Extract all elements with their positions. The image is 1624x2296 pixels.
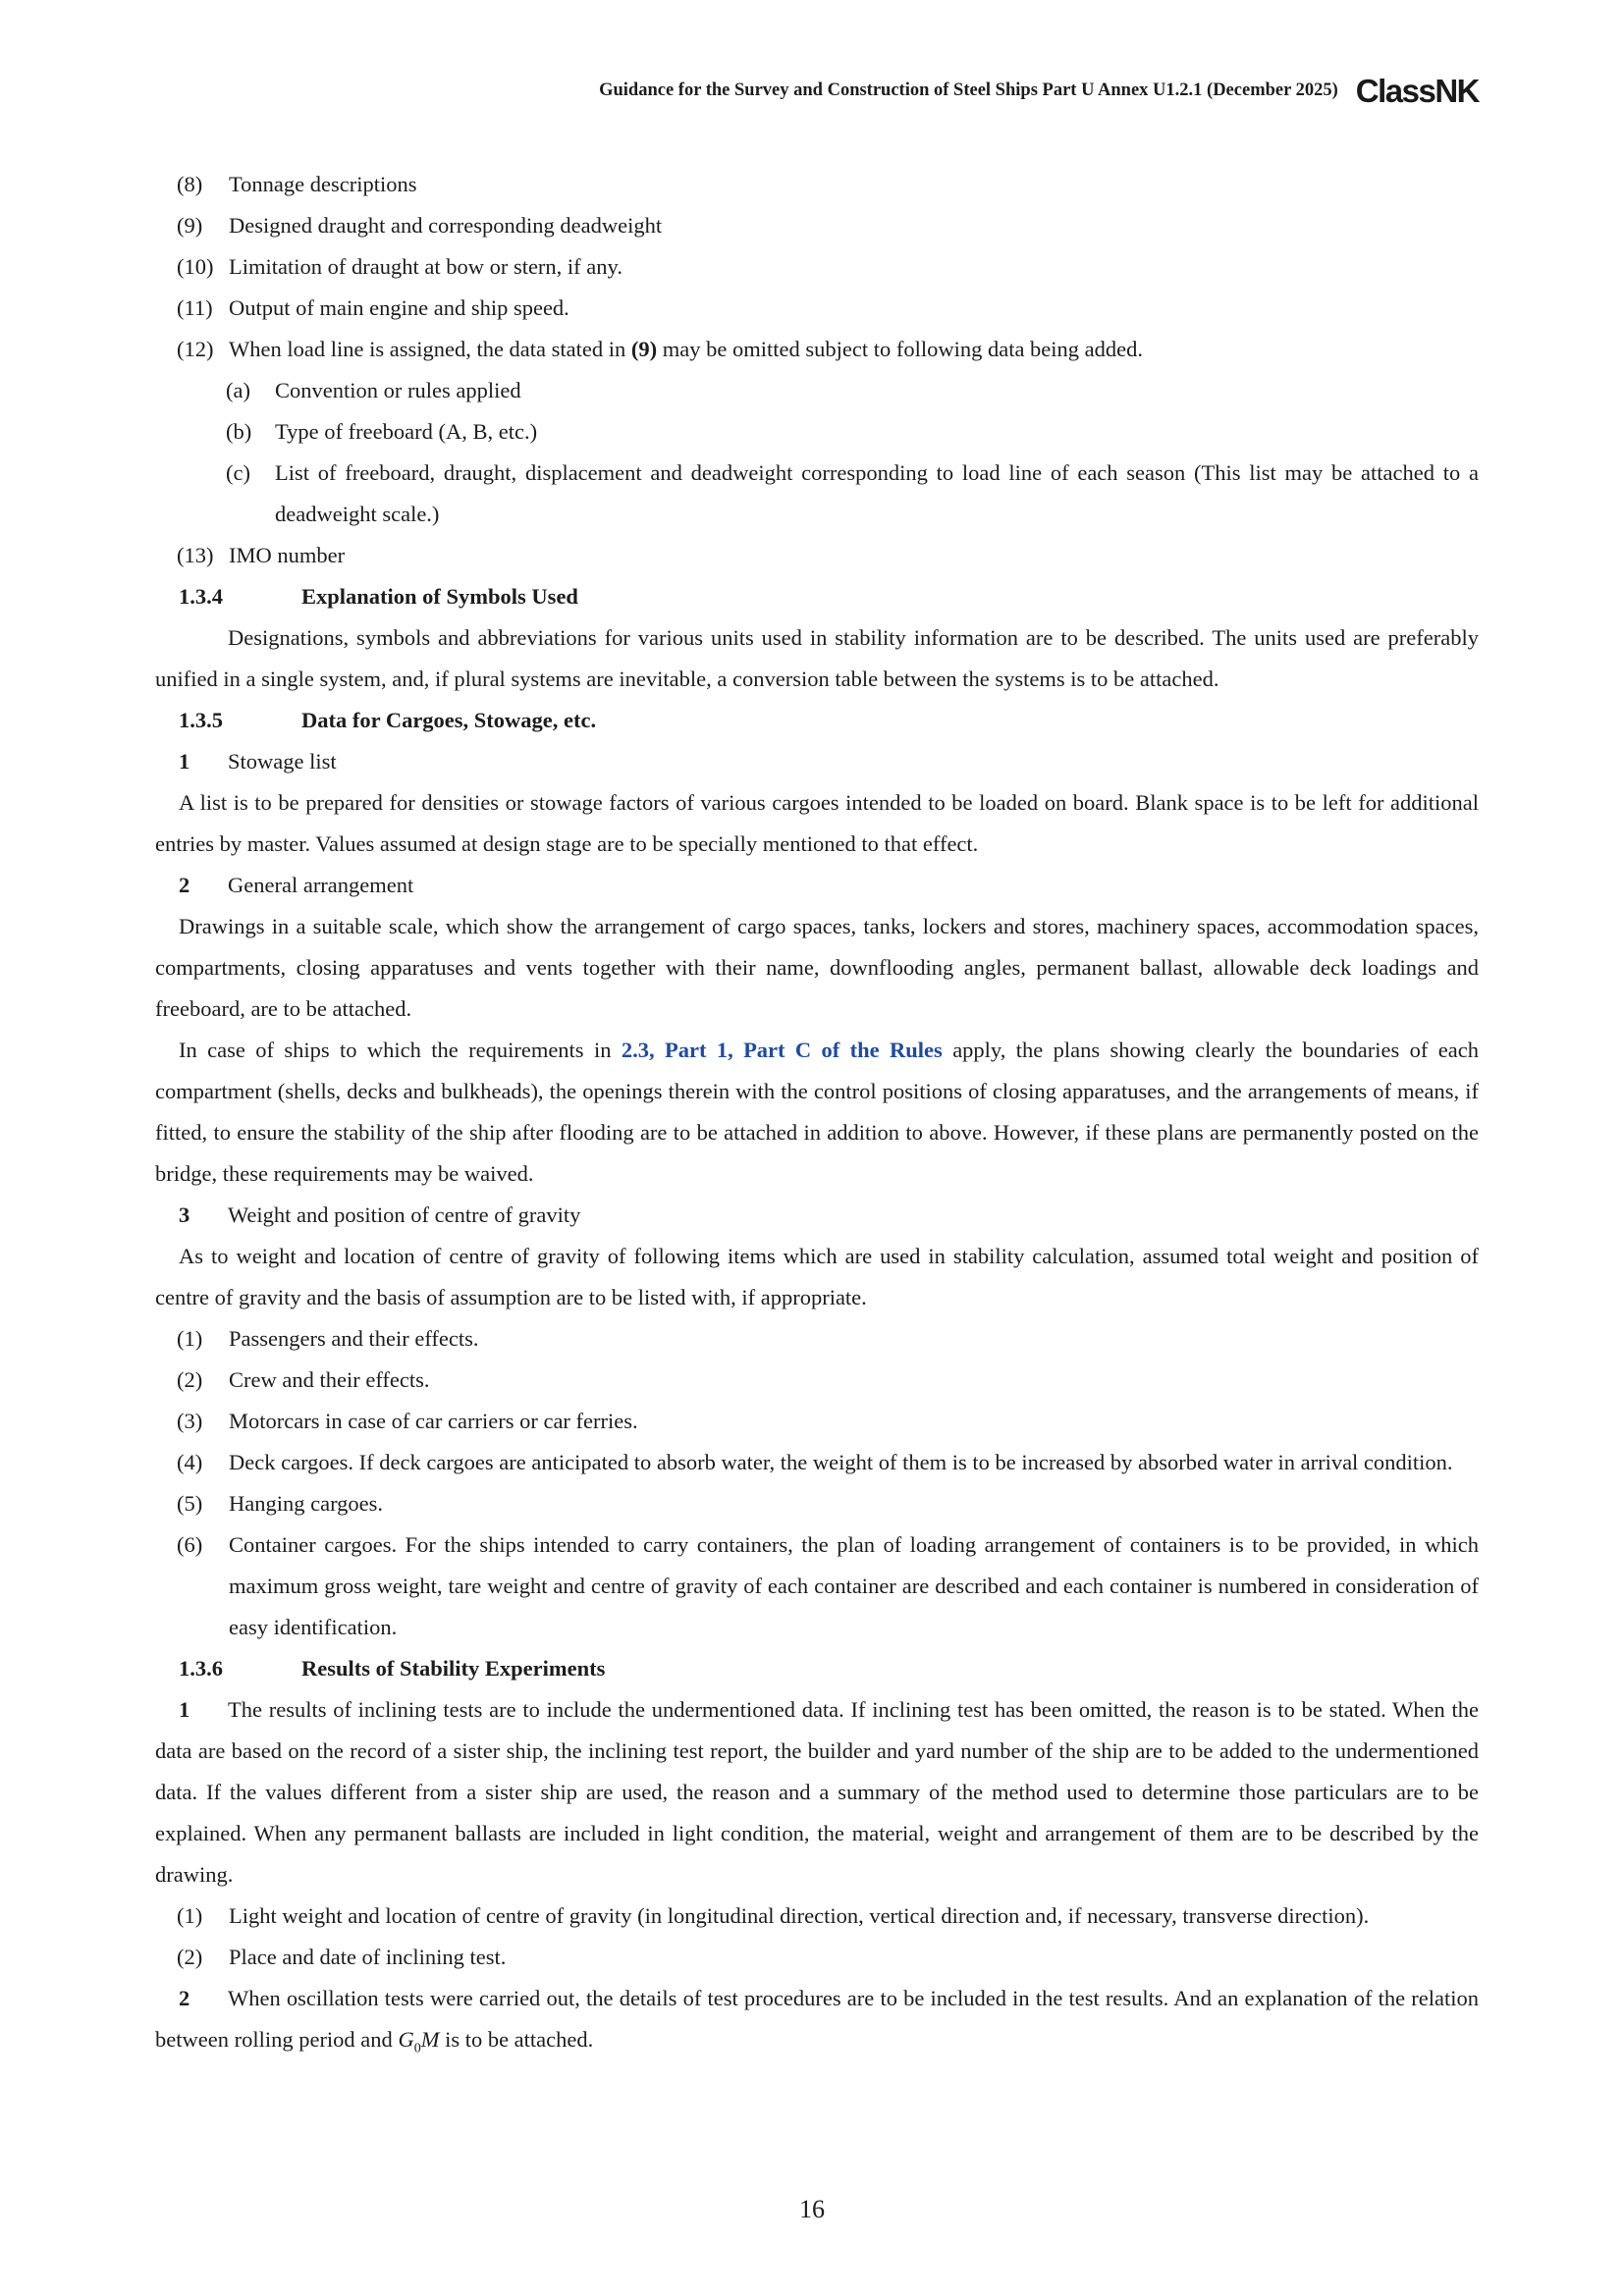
item-text: Container cargoes. For the ships intended to carry containers, the plan of loading arrangement of containers is to be provided, in which maximum gross weight, tare weight and centre of gravity of each container are described and each container is numbered in consideration of easy identification. [229,1532,1479,1639]
symbol-g: G [398,2027,414,2052]
item-label: (c) [226,460,250,485]
paragraph-text: When oscillation tests were carried out, the details of test procedures are to be included in the test results. And an explanation of the relation between rolling period and [155,1986,1479,2052]
page-header [599,75,1479,107]
list-item [155,1483,1479,1524]
paragraph-number: 1 [179,749,190,774]
numbered-heading [155,865,1479,906]
page-number: 16 [799,2195,825,2223]
paragraph-title: General arrangement [228,873,414,897]
section-title: Results of Stability Experiments [301,1656,606,1681]
symbol-subscript: 0 [413,2041,421,2056]
section-number: 1.3.6 [179,1656,223,1681]
symbol-m: M [420,2027,440,2052]
item-label: (13) [177,543,214,567]
numbered-heading [155,1195,1479,1236]
document-title: Guidance for the Survey and Construction of Steel Ships Part U Annex U1.2.1 (December 2025) [599,80,1338,100]
item-text: Convention or rules applied [275,378,521,402]
section-heading [155,576,1479,617]
list-item [155,1896,1479,1937]
item-text-part: When load line is assigned, the data stated in [229,337,631,361]
item-text: IMO number [229,543,346,567]
paragraph: Drawings in a suitable scale, which show the arrangement of cargo spaces, tanks, lockers and stores, machinery spaces, accommodation spaces, compartments, closing apparatuses and vents together with their name, downflooding angles, permanent ballast, allowable deck loadings and freeboard, are to be attached. [155,914,1479,1021]
item-text: Limitation of draught at bow or stern, if any. [229,254,623,279]
item-text-part: may be omitted subject to following data being added. [657,337,1144,361]
item-label: (10) [177,254,214,279]
list-item [155,246,1479,288]
document-body [155,164,1479,2070]
item-text: Motorcars in case of car carriers or car ferries. [229,1409,638,1433]
list-item [155,164,1479,205]
paragraph: A list is to be prepared for densities or stowage factors of various cargoes intended to be loaded on board. Blank space is to be left for additional entries by master. Values assumed at design stage are to be specially mentioned to that effect. [155,790,1479,856]
item-label: (a) [226,378,250,402]
item-label: (2) [177,1367,203,1392]
section-title: Data for Cargoes, Stowage, etc. [301,708,597,732]
item-text: Place and date of inclining test. [229,1945,507,1969]
paragraph-text: The results of inclining tests are to include the undermentioned data. If inclining test has been omitted, the reason is to be stated. When the data are based on the record of a sister ship, the inclining test report, the builder and yard number of the ship are to be added to the undermentioned data. If the values different from a sister ship are used, the reason and a summary of the method used to determine those particulars are to be explained. When any permanent ballasts are included in light condition, the material, weight and arrangement of them are to be described by the drawing. [155,1697,1479,1887]
paragraph: Designations, symbols and abbreviations for various units used in stability information are to be described. The units used are preferably unified in a single system, and, if plural systems are inevitable, a conversion table between the systems is to be attached. [155,625,1479,691]
classnk-logo: ClassNK [1355,73,1479,109]
item-text: Hanging cargoes. [229,1491,384,1516]
item-text: Tonnage descriptions [229,172,417,196]
numbered-paragraph [155,1978,1479,2070]
item-label: (5) [177,1491,203,1516]
item-label: (8) [177,172,203,196]
section-title: Explanation of Symbols Used [301,584,578,609]
list-item [155,1360,1479,1401]
paragraph-text: In case of ships to which the requirements in [179,1038,622,1062]
section-number: 1.3.4 [179,584,223,609]
rules-reference-link[interactable]: 2.3, Part 1, Part C of the Rules [621,1038,943,1062]
paragraph-number: 1 [179,1697,190,1722]
item-reference: (9) [630,337,658,361]
paragraph-text: apply, the plans showing clearly the boundaries of each compartment (shells, decks and bulkheads), the openings therein with the control positions of closing apparatuses, and the arrangements of means, if fitted, to ensure the stability of the ship after flooding are to be attached in addition to above. However, if these plans are permanently posted on the bridge, these requirements may be waived. [155,1038,1479,1186]
sub-list-item [155,411,1479,453]
paragraph: As to weight and location of centre of gravity of following items which are used in stability calculation, assumed total weight and position of centre of gravity and the basis of assumption are to be listed with, if appropriate. [155,1244,1479,1309]
list-item [155,1937,1479,1978]
paragraph-number: 2 [179,873,190,897]
item-text: Designed draught and corresponding deadweight [229,213,663,238]
paragraph-number: 3 [179,1202,190,1227]
item-text: Light weight and location of centre of gravity (in longitudinal direction, vertical direction and, if necessary, transverse direction). [229,1903,1370,1928]
numbered-heading [155,741,1479,782]
item-label: (9) [177,213,203,238]
sub-list-item [155,370,1479,411]
item-label: (6) [177,1532,203,1557]
paragraph-number: 2 [179,1986,190,2010]
item-label: (1) [177,1903,203,1928]
item-label: (3) [177,1409,203,1433]
list-item [155,1442,1479,1483]
item-text: Deck cargoes. If deck cargoes are anticipated to absorb water, the weight of them is to be increased by absorbed water in arrival condition. [229,1450,1453,1474]
paragraph [155,1030,1479,1195]
numbered-paragraph [155,1689,1479,1896]
item-label: (b) [226,419,252,444]
paragraph-title: Weight and position of centre of gravity [228,1202,581,1227]
list-item [155,329,1479,370]
list-item [155,1318,1479,1360]
item-text: Output of main engine and ship speed. [229,295,569,320]
item-text [229,329,1479,370]
item-text: Type of freeboard (A, B, etc.) [275,419,538,444]
section-number: 1.3.5 [179,708,223,732]
item-text: Passengers and their effects. [229,1326,479,1351]
item-label: (1) [177,1326,203,1351]
list-item [155,1524,1479,1648]
item-label: (12) [177,337,214,361]
paragraph-title: Stowage list [228,749,337,774]
section-heading [155,700,1479,741]
list-item [155,1401,1479,1442]
list-item [155,205,1479,246]
item-label: (11) [177,295,213,320]
item-text: Crew and their effects. [229,1367,430,1392]
item-text: List of freeboard, draught, displacement and deadweight corresponding to load line of each season (This list may be attached to a deadweight scale.) [275,460,1479,526]
list-item [155,288,1479,329]
section-heading [155,1648,1479,1689]
list-item [155,535,1479,576]
item-label: (2) [177,1945,203,1969]
sub-list-item [155,453,1479,535]
paragraph-text: is to be attached. [439,2027,594,2052]
item-label: (4) [177,1450,203,1474]
